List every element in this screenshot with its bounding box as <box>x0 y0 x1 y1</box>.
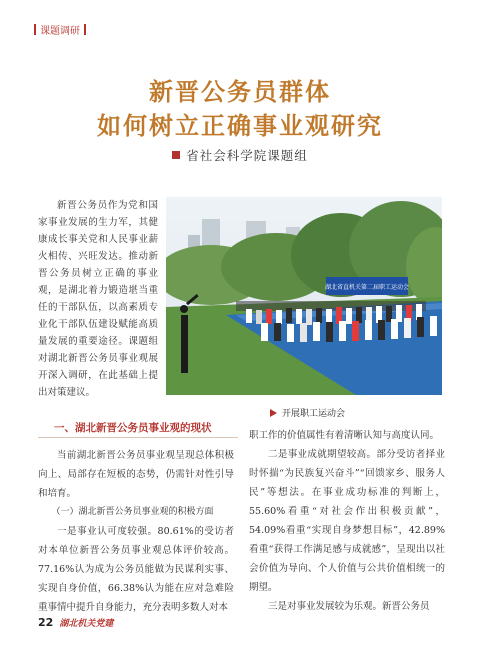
byline-text: 省社会科学院课题组 <box>186 148 308 163</box>
intro-text: 新晋公务员作为党和国家事业发展的生力军，其健康成长事关党和人民事业薪火相传、兴旺发达。推动新晋公务员树立正确的事业观，是湖北着力锻造堪当重任的干部队伍，以高素质专业化干部队伍建设赋能高质量发展的重要途径。课题组对湖北新晋公务员事业观展开深入调研，在此基础上提出对策建议。 <box>38 200 158 398</box>
section-heading: 一、湖北新晋公务员事业观的现状 <box>54 422 212 434</box>
photo-caption <box>270 406 345 419</box>
photo-banner-text: 湖北省直机关第二届职工运动会 <box>324 284 410 291</box>
body-paragraph: 三是对事业发展较为乐观。新晋公务员 <box>268 601 430 612</box>
body-paragraph: 一是事业认可度较强。80.61%的受访者对本单位新晋公务员事业观总体评价较高。77.16%认为成为公务员能做为民谋利实事、实现自身价值，66.38%认为能在应对急难险重事情中提升自身能力，充分表明多数人对本 <box>38 526 234 613</box>
square-bullet-icon <box>172 151 180 159</box>
sports-meeting-photo <box>166 197 442 395</box>
section-tag <box>34 22 86 37</box>
magazine-name: 湖北机关党建 <box>59 619 114 629</box>
intro-paragraph <box>38 197 158 401</box>
photo-caption-text: 开展职工运动会 <box>282 409 346 419</box>
byline <box>0 146 480 164</box>
article-title-line2: 如何树立正确事业观研究 <box>97 111 383 140</box>
body-paragraph: 职工作的价值属性有着清晰认知与高度认同。 <box>249 430 440 441</box>
body-column-left <box>38 446 234 617</box>
subsection-heading: （一）湖北新晋公务员事业观的积极方面 <box>51 507 214 517</box>
body-paragraph: 二是事业成就期望较高。部分受访者择业时怀揣“为民族复兴奋斗”“回馈家乡、服务人民”等想法。在事业成功标准的判断上，55.60%看重“对社会作出积极贡献”，54.09%看重“实现自身梦想目标”，42.89%看重“获得工作满足感与成就感”，呈现出以社会价值为导向、个人价值与公共价值相统一的期望。 <box>249 449 445 593</box>
section-heading-rule <box>38 437 238 438</box>
page-number: 22 <box>38 616 54 629</box>
body-paragraph: 当前湖北新晋公务员事业观呈现总体积极向上、局部存在短板的态势，仍需针对性引导和培育。 <box>38 450 234 499</box>
body-column-right <box>249 426 445 616</box>
article-title-line1: 新晋公务员群体 <box>149 77 331 106</box>
section-tag-label: 课题调研 <box>40 26 80 37</box>
tag-bar-right <box>84 24 86 35</box>
triangle-bullet-icon <box>270 409 277 417</box>
tag-bar-left <box>34 24 36 35</box>
page-footer <box>38 616 113 629</box>
